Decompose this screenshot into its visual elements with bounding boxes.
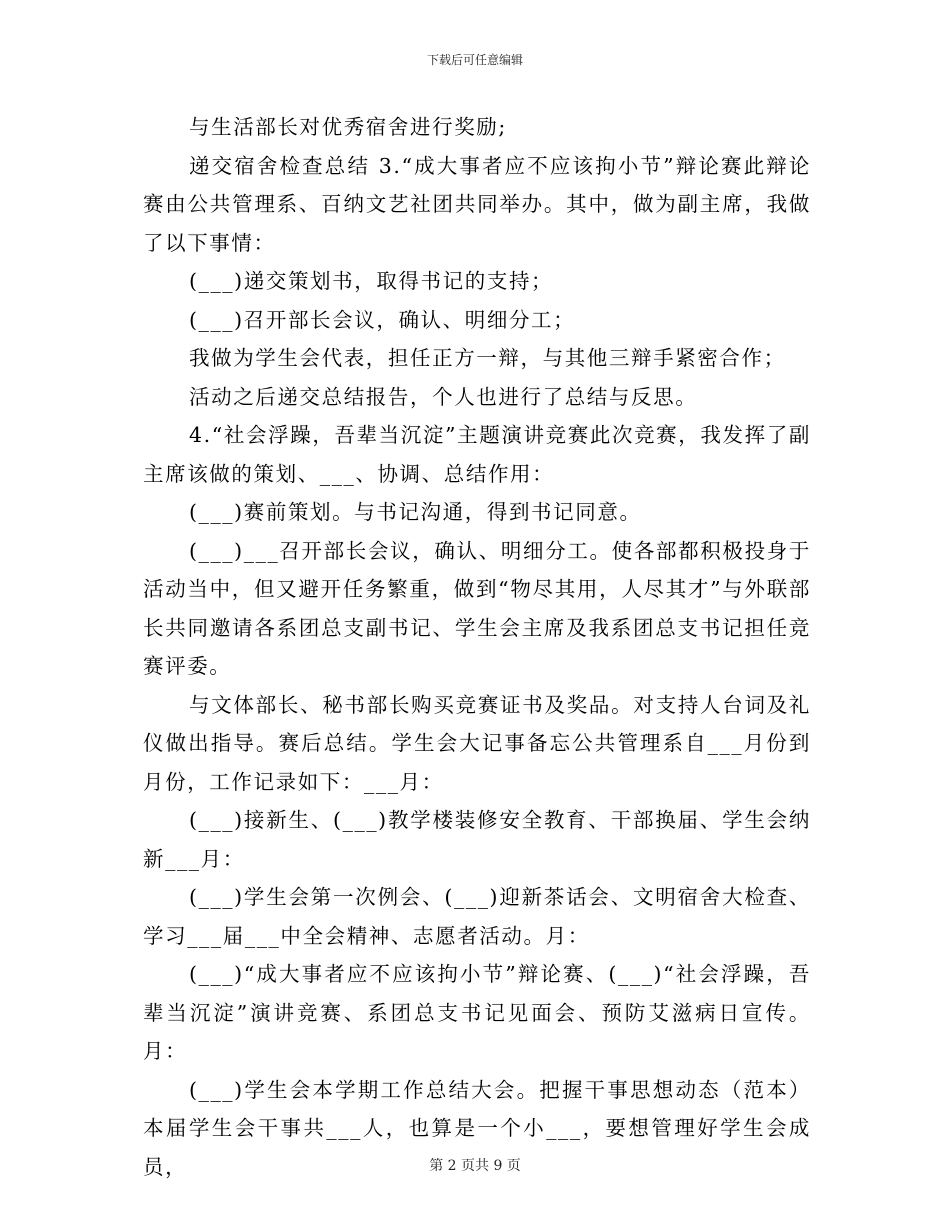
- paragraph: (___)___召开部长会议，确认、明细分工。使各部都积极投身于活动当中，但又避开任务繁重，做到“物尽其用，人尽其才”与外联部长共同邀请各系团总支副书记、学生会主席及我系团总支书记担任竞赛评委。: [143, 538, 811, 678]
- paragraph: (___)接新生、(___)教学楼装修安全教育、干部换届、学生会纳新___月：: [143, 808, 811, 871]
- document-body: [143, 108, 811, 1186]
- paragraph: 活动之后递交总结报告，个人也进行了总结与反思。: [189, 384, 698, 409]
- paragraph: 我做为学生会代表，担任正方一辩，与其他三辩手紧密合作；: [189, 346, 786, 370]
- paragraph: (___)学生会第一次例会、(___)迎新茶话会、文明宿舍大检查、学习___届___中全会精神、志愿者活动。月：: [143, 885, 811, 948]
- page-number: 第 2 页共 9 页: [429, 1158, 521, 1174]
- paragraph: 与文体部长、秘书部长购买竞赛证书及奖品。对支持人台词及礼仪做出指导。赛后总结。学生会大记事备忘公共管理系自___月份到月份，工作记录如下：___月：: [143, 692, 811, 794]
- paragraph: (___)“成大事者应不应该拘小节”辩论赛、(___)“社会浮躁，吾辈当沉淀”演讲竞赛、系团总支书记见面会、预防艾滋病日宣传。月：: [143, 962, 811, 1063]
- paragraph: (___)赛前策划。与书记沟通，得到书记同意。: [189, 500, 642, 524]
- paragraph: (___)召开部长会议，确认、明细分工；: [189, 307, 576, 332]
- paragraph: (___)学生会本学期工作总结大会。把握干事思想动态（范本）本届学生会干事共___人，也算是一个小___，要想管理好学生会成员，: [143, 1077, 811, 1179]
- page-header: 下载后可任意编辑: [426, 53, 523, 67]
- paragraph: (___)递交策划书，取得书记的支持；: [189, 269, 554, 293]
- paragraph: 4.“社会浮躁，吾辈当沉淀”主题演讲竞赛此次竞赛，我发挥了副主席该做的策划、___、协调、总结作用：: [143, 423, 811, 486]
- paragraph: 与生活部长对优秀宿舍进行奖励;: [189, 115, 507, 139]
- paragraph: 递交宿舍检查总结 3.“成大事者应不应该拘小节”辩论赛此辩论赛由公共管理系、百纳文艺社团共同举办。其中，做为副主席，我做了以下事情：: [143, 153, 811, 255]
